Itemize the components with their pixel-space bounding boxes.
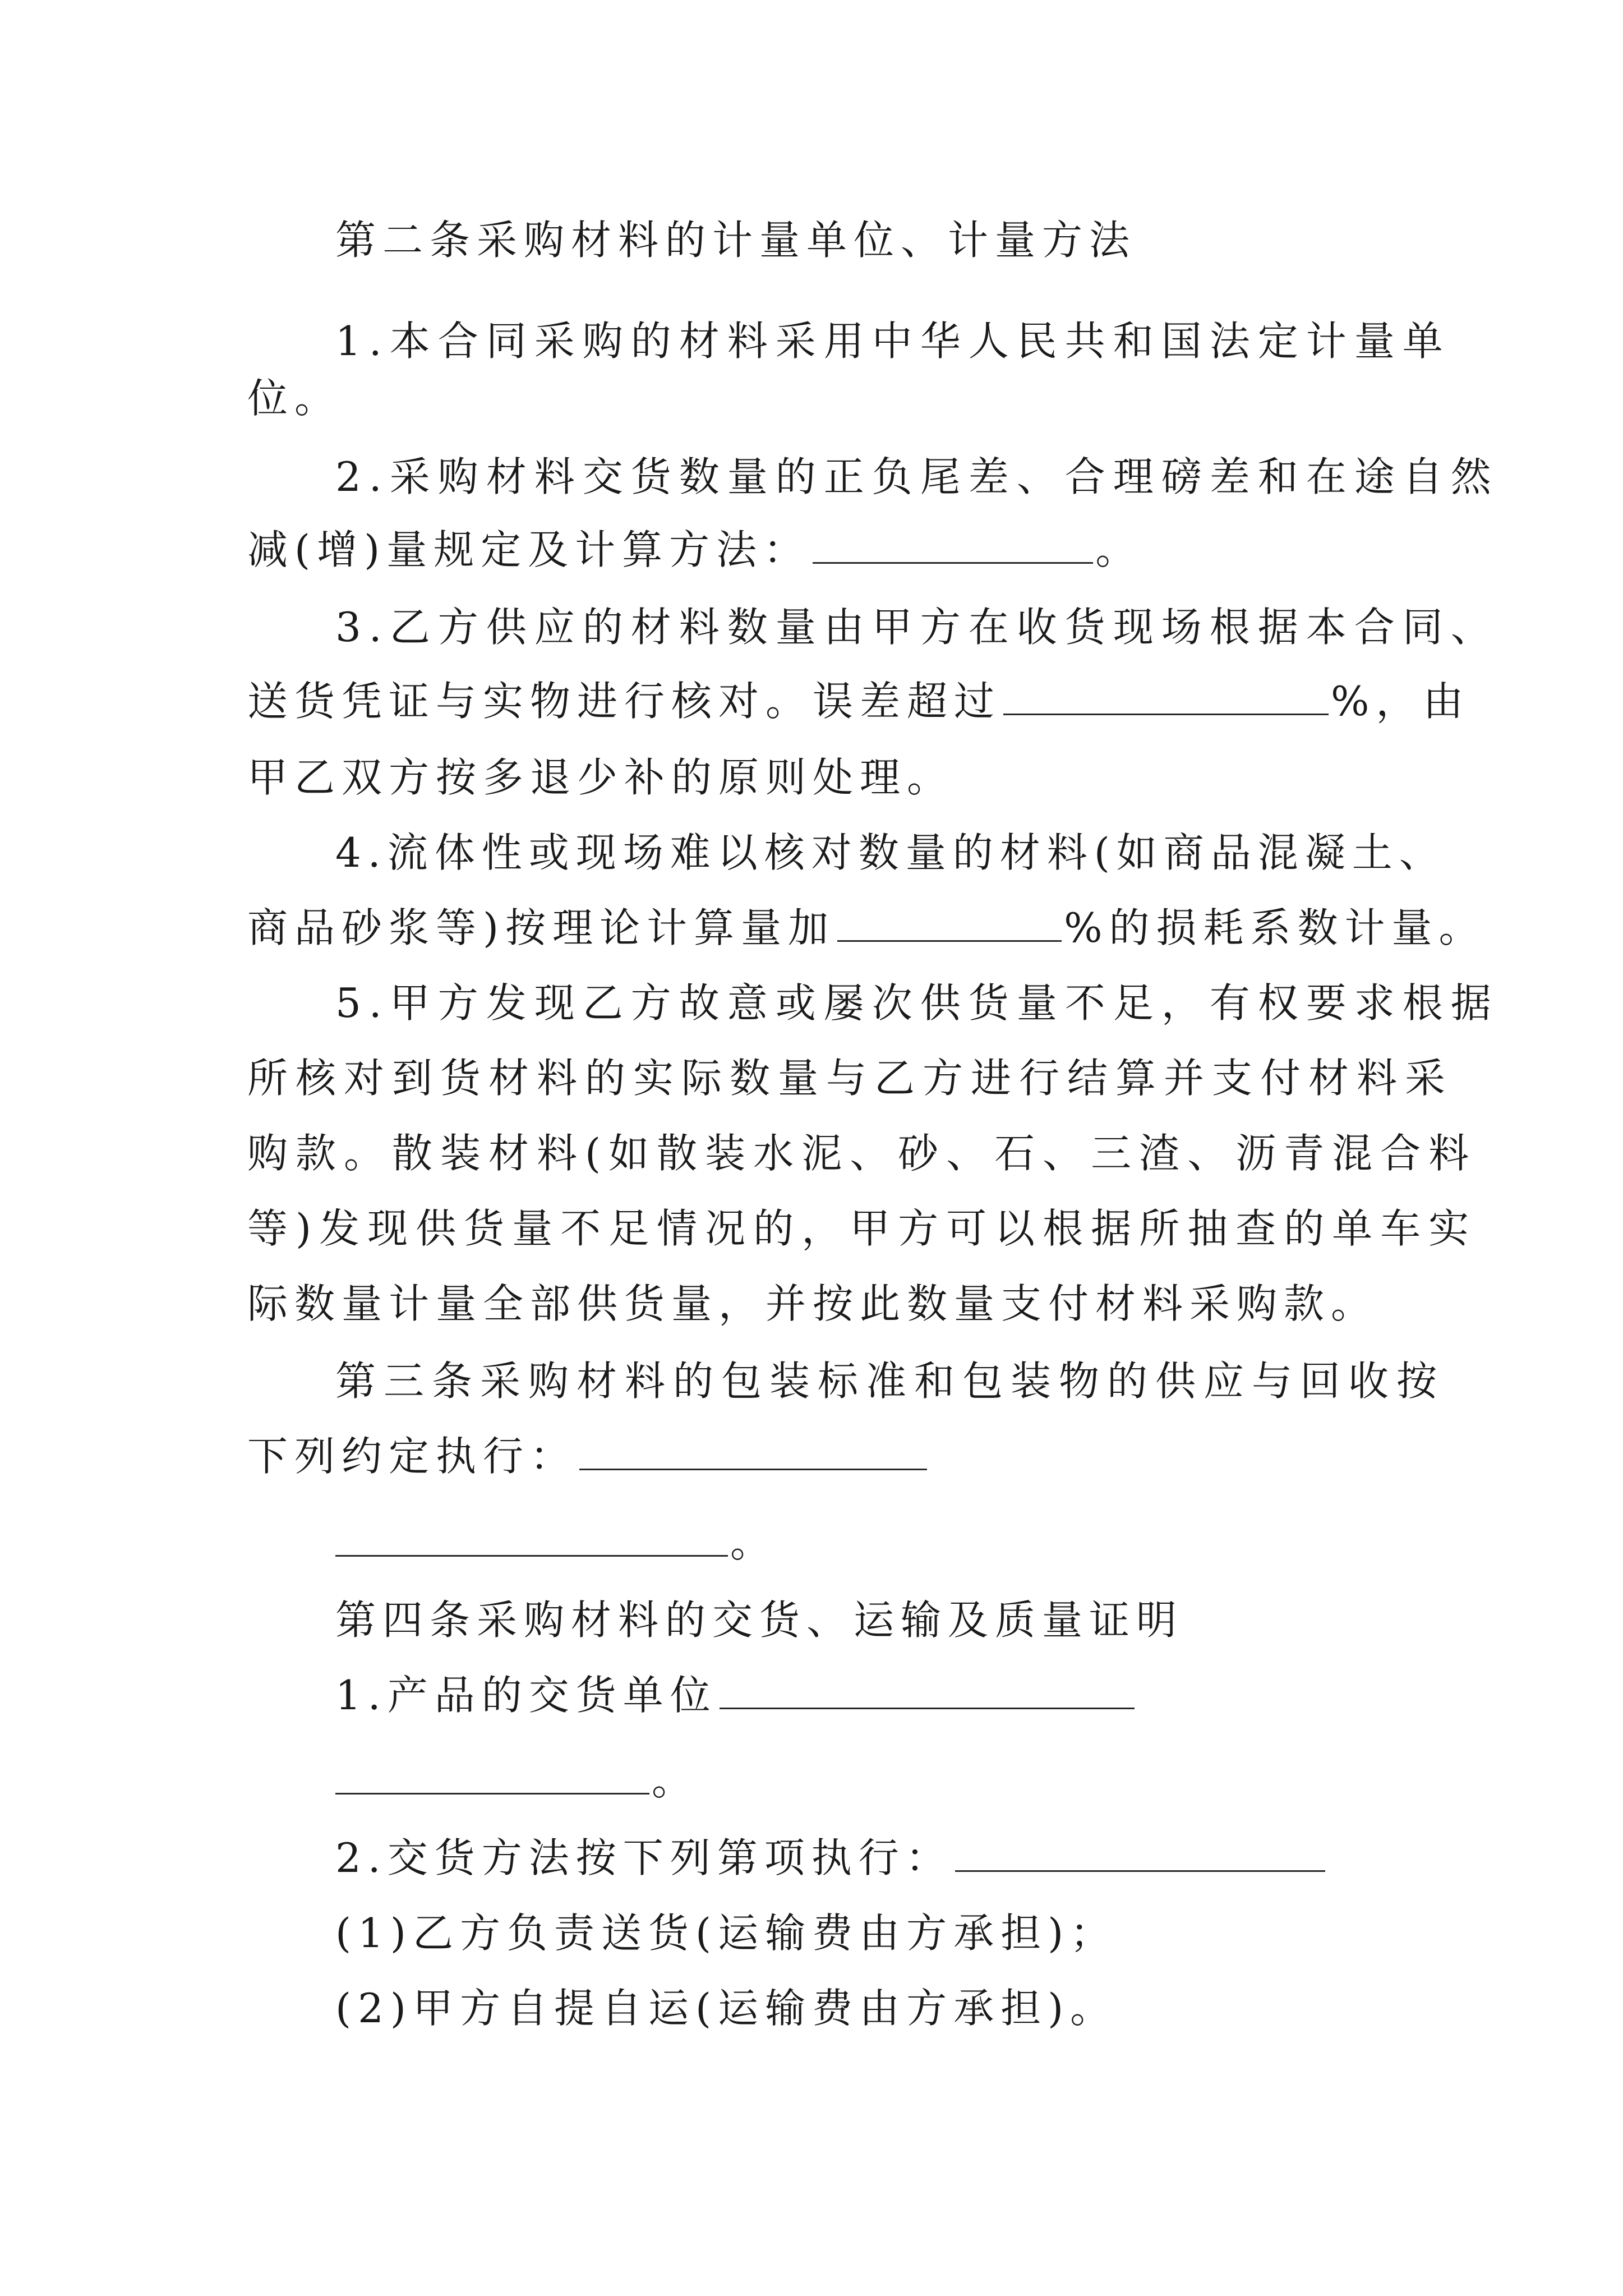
article-3-line-2: 下列约定执行： (247, 1428, 929, 1484)
clause-4-1-line-2: 。 (335, 1752, 699, 1809)
fill-blank-calculation-method[interactable] (813, 527, 1093, 564)
article-4-title: 第四条采购材料的交货、运输及质量证明 (335, 1596, 1184, 1644)
clause-2-5-line-3: 购款。散装材料(如散装水泥、砂、石、三渣、沥青混合料 (247, 1130, 1477, 1177)
clause-2-3-line-1: 3.乙方供应的材料数量由甲方在收货现场根据本合同、 (335, 604, 1499, 651)
clause-2-5-line-2: 所核对到货材料的实际数量与乙方进行结算并支付材料采 (247, 1055, 1454, 1102)
clause-4-2-option-2: (2)甲方自提自运(运输费由方承担)。 (335, 1985, 1118, 2032)
clause-2-1-line-2: 位。 (247, 375, 342, 422)
clause-4-2-line-1: 2.交货方法按下列第项执行： (335, 1830, 1327, 1886)
clause-2-4-line-2: 商品砂浆等)按理论计算量加 %的损耗系数计量。 (247, 904, 1486, 951)
clause-2-2-line-1: 2.采购材料交货数量的正负尾差、合理磅差和在途自然 (335, 453, 1499, 500)
article-2-title: 第二条采购材料的计量单位、计量方法 (335, 217, 1137, 264)
clause-2-3-line-3: 甲乙双方按多退少补的原则处理。 (247, 754, 955, 801)
fill-blank-packaging-1[interactable] (579, 1434, 927, 1470)
fill-blank-packaging-2[interactable] (335, 1520, 728, 1557)
clause-2-5-line-1: 5.甲方发现乙方故意或屡次供货量不足，有权要求根据 (335, 979, 1499, 1027)
clause-2-5-line-4: 等)发现供货量不足情况的，甲方可以根据所抽查的单车实 (247, 1205, 1477, 1252)
fill-blank-delivery-unit-1[interactable] (720, 1673, 1135, 1709)
fill-blank-loss-percent[interactable] (837, 905, 1062, 942)
clause-2-3-line-2: 送货凭证与实物进行核对。误差超过 %，由 (247, 678, 1470, 725)
clause-2-4-line-1: 4.流体性或现场难以核对数量的材料(如商品混凝土、 (335, 829, 1446, 876)
clause-4-1-line-1: 1.产品的交货单位 (335, 1667, 1137, 1723)
clause-2-2-line-2: 减(增)量规定及计算方法： 。 (247, 526, 1143, 573)
fill-blank-delivery-unit-2[interactable] (335, 1758, 649, 1795)
clause-2-5-line-5: 际数量计量全部供货量，并按此数量支付材料采购款。 (247, 1280, 1378, 1327)
clause-2-1-line-1: 1.本合同采购的材料采用中华人民共和国法定计量单 (335, 318, 1451, 365)
clause-4-2-option-1: (1)乙方负责送货(运输费由方承担)； (335, 1910, 1118, 1957)
article-3-line-3: 。 (335, 1515, 777, 1571)
fill-blank-error-percent[interactable] (1003, 679, 1329, 715)
fill-blank-delivery-option[interactable] (955, 1835, 1325, 1872)
article-3-line-1: 第三条采购材料的包装标准和包装物的供应与回收按 (335, 1358, 1445, 1405)
